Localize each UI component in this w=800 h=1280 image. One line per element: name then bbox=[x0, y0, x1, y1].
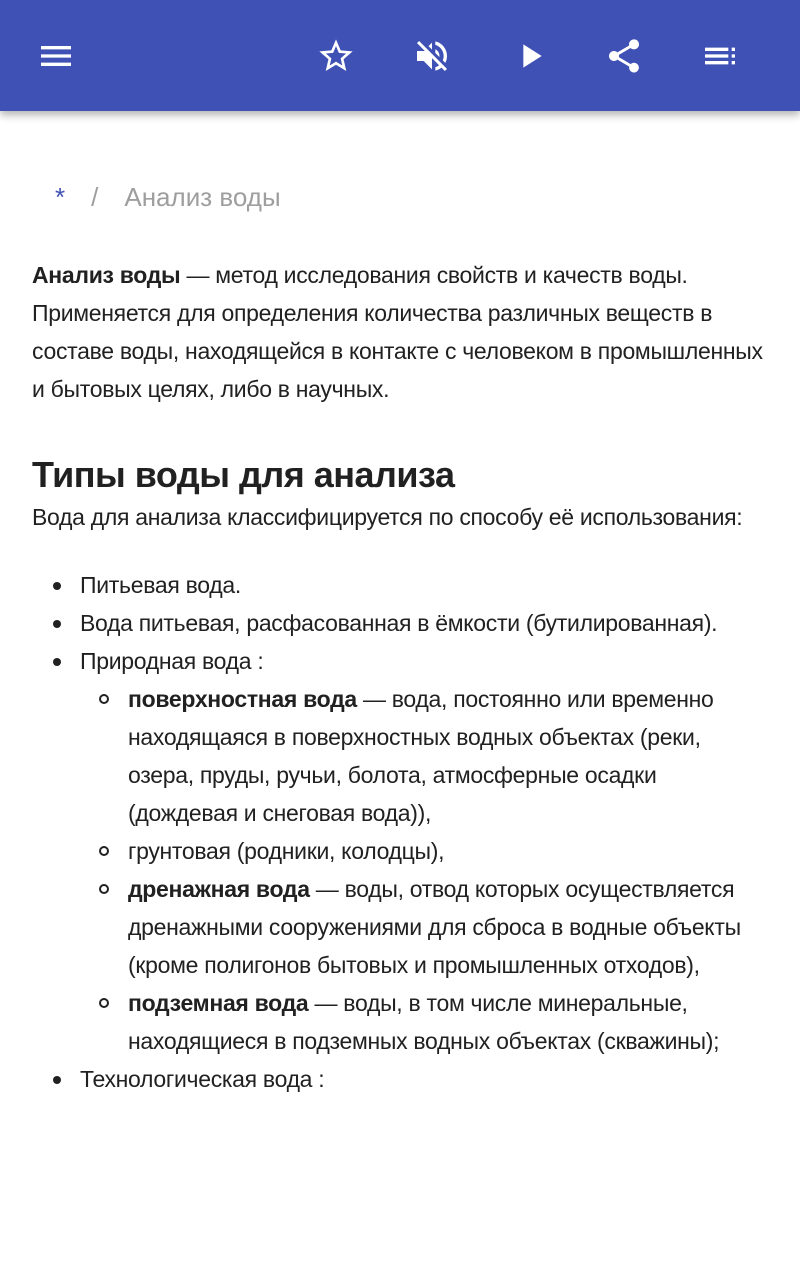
definition: — воды, в том числе минеральные, находящиеся в подземных водных объектах (скважины); bbox=[128, 990, 720, 1054]
section-lead: Вода для анализа классифицируется по способу её использования: bbox=[32, 504, 743, 530]
favorite-button[interactable] bbox=[312, 32, 360, 80]
menu-icon bbox=[36, 36, 76, 76]
breadcrumb-home[interactable]: * bbox=[55, 182, 66, 212]
intro-paragraph bbox=[32, 256, 772, 408]
contents-button[interactable] bbox=[696, 32, 744, 80]
share-button[interactable] bbox=[600, 32, 648, 80]
sub-list-item bbox=[80, 832, 772, 870]
definition: — воды, отвод которых осуществляется дренажными сооружениями для сброса в водные объекты (кроме полигонов бытовых и промышленных отходов), bbox=[128, 876, 741, 978]
app-bar bbox=[0, 0, 800, 111]
sub-list-item bbox=[80, 870, 772, 984]
definition: — вода, постоянно или временно находящаяся в поверхностных водных объектах (реки, озера, пруды, ручьи, болота, атмосферные осадки (дождевая и снеговая вода)), bbox=[128, 686, 714, 826]
term: поверхностная вода bbox=[128, 686, 357, 712]
breadcrumb bbox=[55, 182, 281, 213]
intro-term: Анализ воды bbox=[32, 262, 181, 288]
volume-off-icon bbox=[412, 36, 452, 76]
sub-list-item bbox=[80, 680, 772, 832]
playlist-icon bbox=[700, 36, 740, 76]
sub-list-item bbox=[80, 984, 772, 1060]
play-button[interactable] bbox=[506, 32, 554, 80]
natural-water-list bbox=[80, 680, 772, 1060]
list-item bbox=[32, 642, 772, 1060]
definition: грунтовая (родники, колодцы), bbox=[128, 838, 445, 864]
list-item: Вода питьевая, расфасованная в ёмкости (бутилированная). bbox=[32, 604, 772, 642]
share-icon bbox=[604, 36, 644, 76]
list-item: Технологическая вода : bbox=[32, 1060, 772, 1098]
breadcrumb-separator: / bbox=[91, 182, 99, 212]
section-title: Типы воды для анализа bbox=[32, 454, 455, 495]
article bbox=[32, 256, 772, 1098]
breadcrumb-current: Анализ воды bbox=[124, 182, 281, 212]
water-types-list bbox=[32, 566, 772, 1098]
star-icon bbox=[316, 36, 356, 76]
list-item: Питьевая вода. bbox=[32, 566, 772, 604]
mute-button[interactable] bbox=[408, 32, 456, 80]
intro-text: — метод исследования свойств и качеств воды. Применяется для определения количества различных веществ в составе воды, находящейся в контакте с человеком в промышленных и бытовых целях, либо в научных. bbox=[32, 262, 763, 402]
menu-button[interactable] bbox=[32, 32, 80, 80]
list-item-label: Природная вода : bbox=[80, 648, 264, 674]
term: дренажная вода bbox=[128, 876, 310, 902]
term: подземная вода bbox=[128, 990, 309, 1016]
play-icon bbox=[510, 36, 550, 76]
